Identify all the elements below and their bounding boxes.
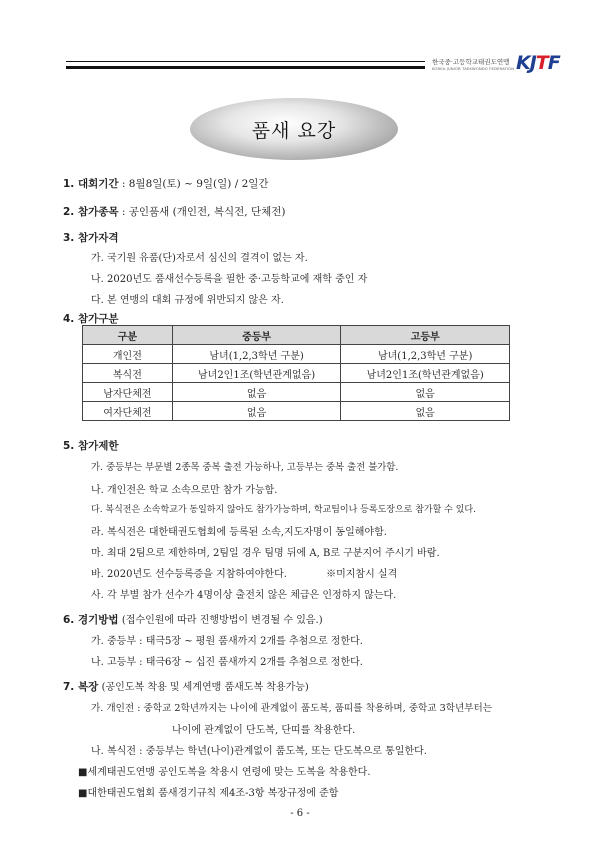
table-cell: 여자단체전 — [83, 402, 173, 421]
list-item: 마. 최대 2팀으로 제한하며, 2팀일 경우 팀명 뒤에 A, B로 구분지어 주시기 바람. — [91, 548, 440, 559]
section-heading: 7. 복장 — [63, 681, 99, 693]
column-header: 구분 — [83, 326, 173, 345]
section-note: (공인도복 착용 및 세계연맹 품새도복 착용가능) — [101, 682, 309, 693]
title-badge — [190, 98, 398, 160]
table-row — [83, 345, 510, 364]
list-item — [91, 565, 397, 580]
page-number: - 6 - — [290, 808, 310, 819]
table-cell: 남녀2인1조(학년관계없음) — [172, 364, 341, 383]
header-rule-top — [66, 61, 425, 62]
section-heading: 3. 참가자격 — [63, 232, 119, 244]
header-rule-bottom — [66, 66, 425, 69]
table-cell: 복식전 — [83, 364, 173, 383]
logo-t: T — [535, 52, 548, 74]
list-item: 가. 중등부는 부문별 2종목 중복 출전 가능하나, 고등부는 중복 출전 불가함. — [91, 462, 399, 473]
org-name-english: KOREA JUNIOR TAEKWONDO FEDERATION — [432, 66, 515, 71]
list-item-text: 바. 2020년도 선수등록증을 지참하여야한다. — [91, 569, 287, 580]
federation-logo — [516, 52, 560, 74]
table-cell: 남자단체전 — [83, 383, 173, 402]
list-item: 사. 각 부별 참가 선수가 4명이상 출전치 않은 체급은 인정하지 않는다. — [91, 590, 397, 601]
table-cell: 없음 — [341, 383, 510, 402]
list-item-continued: 나이에 관계없이 단도복, 단띠를 착용한다. — [172, 725, 356, 736]
table-row — [83, 402, 510, 421]
table-cell: 남녀(1,2,3학년 구분) — [341, 345, 510, 364]
section-events — [63, 204, 286, 219]
section-uniform — [63, 678, 309, 694]
logo-f: F — [547, 52, 560, 74]
section-heading: 1. 대회기간 — [63, 178, 119, 190]
list-item: ■세계태권도연맹 공인도복을 착용시 연령에 맞는 도복을 착용한다. — [78, 767, 371, 778]
list-item: 나. 복식전 : 중등부는 학년(나이)관계없이 품도복, 또는 단도복으로 통일한다. — [91, 746, 427, 757]
table-header-row — [83, 326, 510, 345]
list-item: 가. 중등부 : 태극5장 ~ 평원 품새까지 2개를 추첨으로 정한다. — [91, 636, 363, 647]
table-cell: 남녀(1,2,3학년 구분) — [172, 345, 341, 364]
table-row — [83, 383, 510, 402]
list-item: 나. 고등부 : 태극6장 ~ 십진 품새까지 2개를 추첨으로 정한다. — [91, 657, 363, 668]
section-heading: 2. 참가종목 — [63, 206, 119, 218]
table-cell: 없음 — [172, 383, 341, 402]
table-cell: 개인전 — [83, 345, 173, 364]
list-item: 가. 개인전 : 중학교 2학년까지는 나이에 관계없이 품도복, 품띠를 착용하며, 중학교 3학년부터는 — [91, 703, 493, 714]
section-text: : 공인품새 (개인전, 복식전, 단체전) — [121, 206, 286, 218]
category-table — [82, 325, 510, 421]
section-note: (접수인원에 따라 진행방법이 변경될 수 있음.) — [121, 615, 323, 626]
table-cell: 없음 — [341, 402, 510, 421]
section-heading: 5. 참가제한 — [63, 440, 119, 452]
section-heading: 4. 참가구분 — [63, 313, 119, 325]
table-row — [83, 364, 510, 383]
note-text: ※미지참시 실격 — [326, 569, 398, 580]
logo-kj: KJ — [516, 52, 536, 74]
section-period — [63, 176, 269, 191]
table-cell: 남녀2인1조(학년관계없음) — [341, 364, 510, 383]
list-item: ■대한태권도협회 품새경기규칙 제4조-3항 복장규정에 준함 — [78, 788, 339, 799]
list-item: 다. 복식전은 소속학교가 동일하지 않아도 참가가능하며, 학교팀이나 등록도장으로 참가할 수 있다. — [91, 505, 476, 515]
page-title: 품새 요강 — [251, 119, 337, 142]
org-name-korean: 한국중·고등학교태권도연맹 — [432, 58, 510, 66]
list-item: 다. 본 연맹의 대회 규정에 위반되지 않은 자. — [91, 295, 284, 306]
section-heading: 6. 경기방법 — [63, 614, 119, 626]
section-text: : 8월8일(토) ~ 9일(일) / 2일간 — [121, 178, 269, 190]
section-method — [63, 611, 323, 627]
table-cell: 없음 — [172, 402, 341, 421]
list-item: 나. 2020년도 품새선수등록을 필한 중·고등학교에 재학 중인 자 — [91, 274, 368, 285]
column-header: 중등부 — [172, 326, 341, 345]
column-header: 고등부 — [341, 326, 510, 345]
list-item: 가. 국기원 유품(단)자로서 심신의 결격이 없는 자. — [91, 253, 308, 264]
list-item: 나. 개인전은 학교 소속으로만 참가 가능함. — [91, 485, 278, 496]
list-item: 라. 복식전은 대한태권도협회에 등록된 소속,지도자명이 동일해야함. — [91, 527, 387, 538]
